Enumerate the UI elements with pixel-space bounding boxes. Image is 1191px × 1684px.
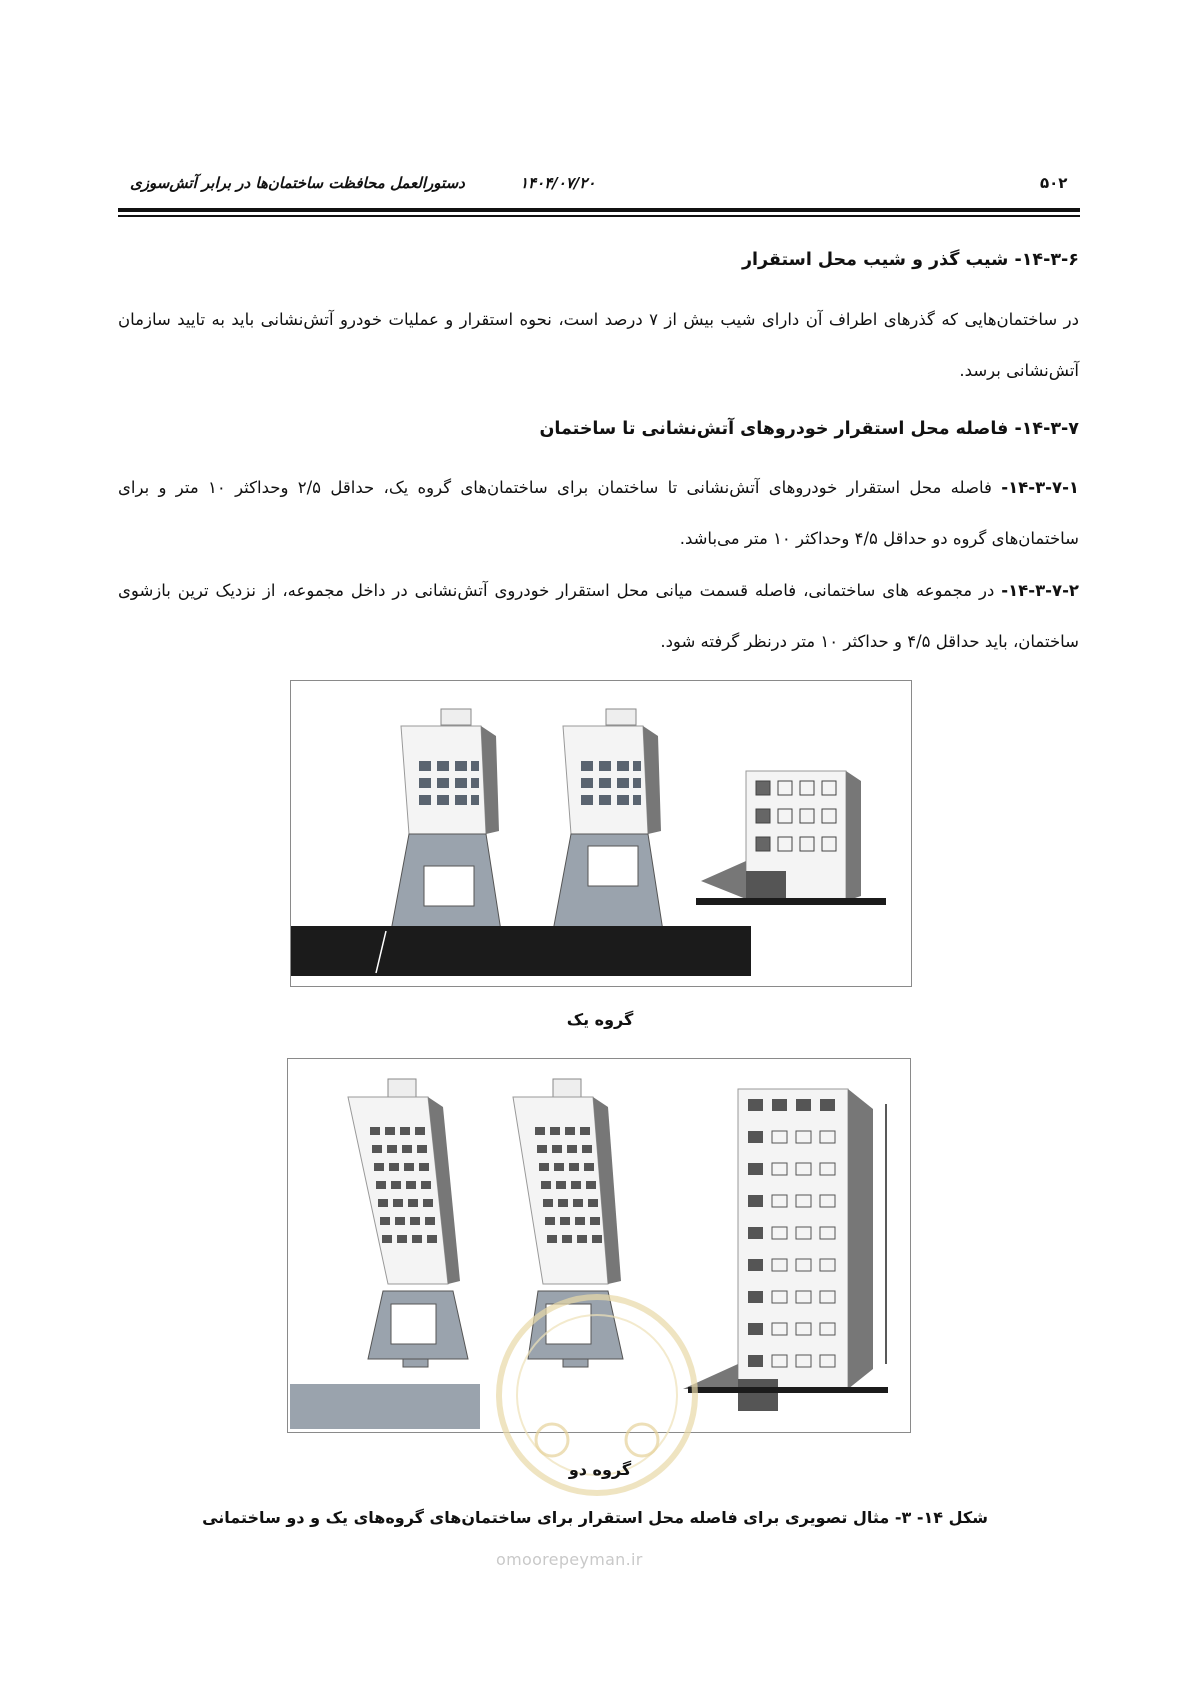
road (290, 1384, 480, 1429)
website-watermark: omoorepeyman.ir (496, 1550, 643, 1569)
group-one-illustration (291, 681, 911, 986)
header-rule-thin (118, 215, 1080, 217)
figure-group-one (290, 680, 912, 987)
header-date: ۱۴۰۴/۰۷/۲۰ (520, 174, 596, 192)
paragraph-slope: در ساختمان‌هایی که گذرهای اطراف آن دارای شیب بیش از ۷ درصد است، نحوه استقرار و عملیات خودرو آتش‌نشانی باید به تایید سازمان آتش‌نشانی برسد. (118, 310, 1079, 380)
caption-group-two: گروه دو (568, 1460, 632, 1479)
item-number: ۱۴-۳-۷-۲- (1001, 581, 1079, 600)
item-text: در مجموعه های ساختمانی، فاصله قسمت میانی محل استقرار خودروی آتش‌نشانی در داخل مجموعه، از نزدیک ترین بازشوی ساختمان، باید حداقل ۴/۵ و حداکثر ۱۰ متر درنظر گرفته شود. (118, 581, 1079, 651)
building-d-windows (370, 1127, 440, 1281)
building-c (696, 771, 886, 905)
building-f-windows (748, 1099, 843, 1383)
section-heading-slope: ۱۴-۳-۶- شیب گذر و شیب محل استقرار (741, 250, 1079, 270)
item-text: فاصله محل استقرار خودروهای آتش‌نشانی تا ساختمان برای ساختمان‌های گروه یک، حداقل ۲/۵ وحداکثر ۱۰ متر و برای ساختمان‌های گروه دو حداقل ۴/۵ وحداکثر ۱۰ متر می‌باشد. (118, 478, 1079, 548)
section-heading-distance: ۱۴-۳-۷- فاصله محل استقرار خودروهای آتش‌نشانی تا ساختمان (539, 419, 1079, 439)
page-number: ۵۰۲ (1040, 174, 1068, 192)
road (291, 926, 751, 976)
building-a (391, 709, 501, 939)
paragraph-distance-2 (118, 565, 1079, 667)
building-e-windows (535, 1127, 605, 1281)
header-rule (118, 208, 1080, 212)
item-number: ۱۴-۳-۷-۱- (1001, 478, 1079, 497)
figure-caption: شکل ۱۴- ۳- مثال تصویری برای فاصله محل استقرار برای ساختمان‌های گروه‌های یک و دو ساختمانی (202, 1508, 988, 1527)
paragraph-distance-1 (118, 462, 1079, 564)
header-title: دستورالعمل محافظت ساختمان‌ها در برابر آتش‌سوزی (130, 174, 465, 192)
caption-group-one: گروه یک (566, 1010, 634, 1029)
building-b (553, 709, 663, 939)
